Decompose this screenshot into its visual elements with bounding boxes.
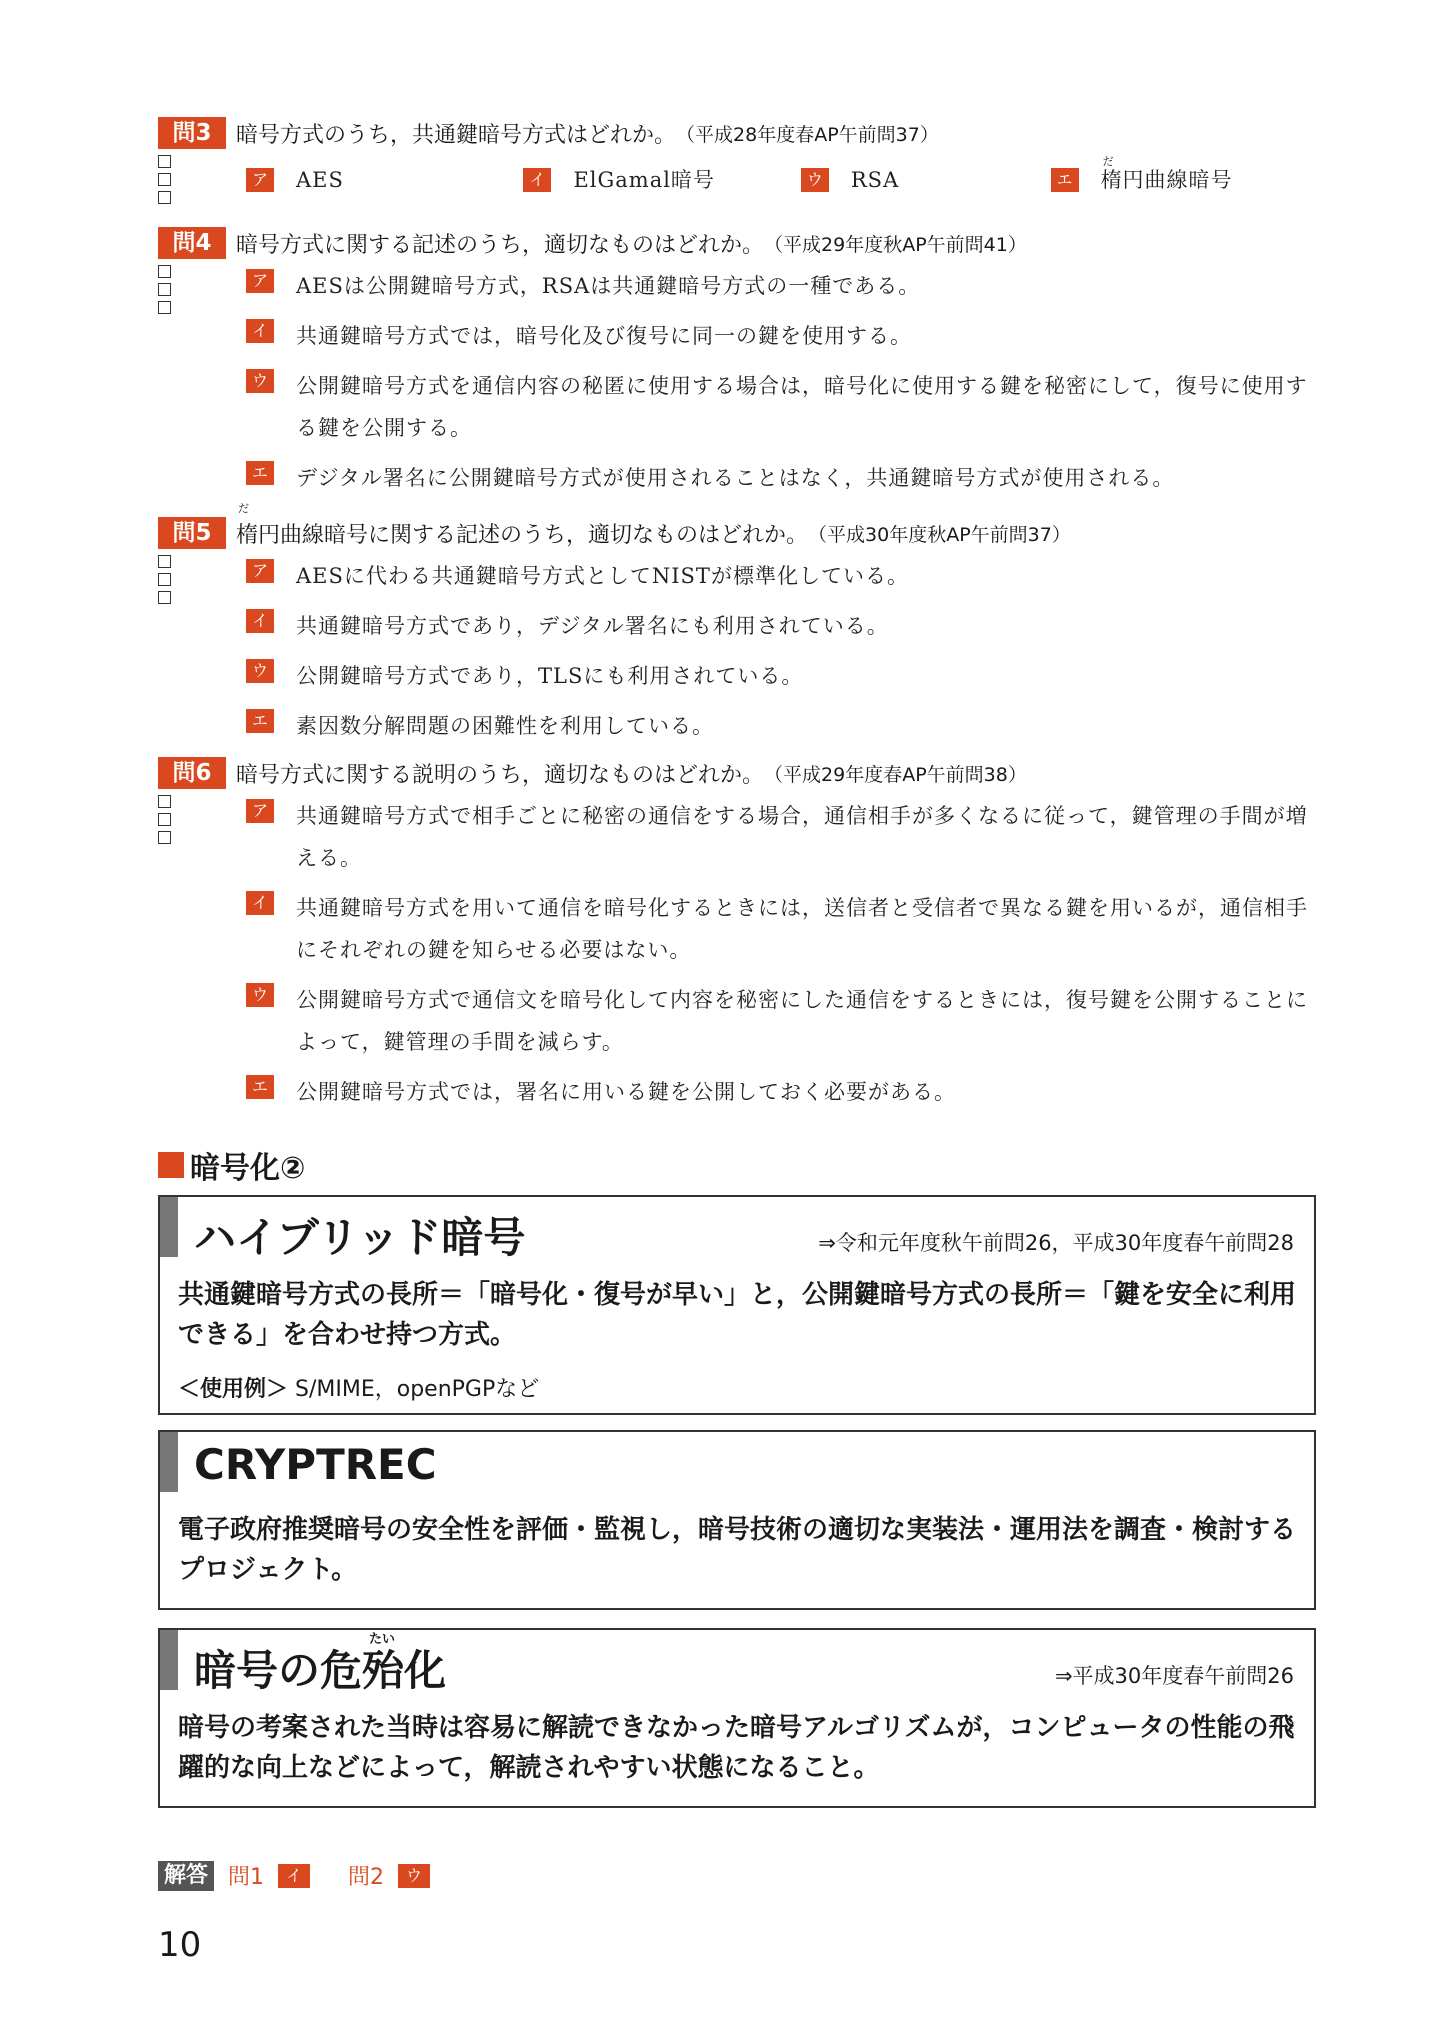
question-label: 問3 [158,117,226,149]
checkbox[interactable] [158,283,171,296]
square-bullet-icon [158,1152,184,1178]
option-u [246,655,1328,697]
option-text [1100,155,1233,201]
options [246,795,1328,1113]
option-key: ア [246,168,274,192]
option-e [246,705,1328,747]
box-example [178,1372,539,1403]
option-key: エ [246,709,274,733]
option-i [523,159,800,201]
question-text: 暗号方式のうち，共通鍵暗号方式はどれか。 [236,122,677,148]
check-boxes [158,795,173,849]
answer-key: イ [278,1864,310,1888]
box-title: CRYPTREC [194,1440,437,1489]
option-i [246,605,1328,647]
checkbox[interactable] [158,555,171,568]
ruby-reading: たい [369,1632,396,1647]
option-text: AESは公開鍵暗号方式，RSAは共通鍵暗号方式の一種である。 [296,274,921,298]
option-a [246,555,1328,597]
question-text: 暗号方式に関する記述のうち，適切なものはどれか。 [236,232,765,258]
checkbox[interactable] [158,265,171,278]
box-body: 共通鍵暗号方式の長所＝「暗号化・復号が早い」と，公開鍵暗号方式の長所＝「鍵を安全に利用できる」を合わせ持つ方式。 [178,1280,1297,1350]
question-source: （平成30年度秋AP午前問37） [808,523,1071,546]
option-text: AES [296,168,344,192]
option-text: 公開鍵暗号方式であり，TLSにも利用されている。 [296,664,804,688]
box-body: 電子政府推奨暗号の安全性を評価・監視し，暗号技術の適切な実装法・運用法を調査・検討するプロジェクト。 [178,1515,1297,1585]
option-text-main: 楕円曲線暗号 [1100,168,1233,192]
option-u [246,979,1328,1063]
box-example-label: ＜使用例＞ [178,1377,289,1402]
answer-row [158,1860,468,1891]
page-number: 10 [158,1925,202,1965]
box-body: 暗号の考案された当時は容易に解読できなかった暗号アルゴリズムが，コンピュータの性能の飛躍的な向上などによって，解読されやすい状態になること。 [178,1713,1295,1783]
option-i [246,315,1328,357]
option-e [1051,155,1328,201]
check-boxes [158,155,173,209]
option-e [246,457,1328,499]
box-accent-bar [160,1630,178,1690]
option-key: ウ [246,659,274,683]
checkbox[interactable] [158,831,171,844]
option-text: 共通鍵暗号方式で相手ごとに秘密の通信をする場合，通信相手が多くなるに従って，鍵管理の手間が増える。 [296,804,1308,870]
question-3 [158,115,1328,201]
question-4 [158,225,1328,507]
option-u [801,159,1051,201]
answer-question: 問2 [348,1865,385,1890]
option-key: エ [246,1075,274,1099]
box-accent-bar [160,1197,178,1257]
option-a [246,159,523,201]
term-box-compromise [158,1628,1316,1808]
box-reference: ⇒令和元年度秋午前問26，平成30年度春午前問28 [818,1231,1294,1255]
question-text: 暗号方式に関する説明のうち，適切なものはどれか。 [236,762,765,788]
option-text: 共通鍵暗号方式であり，デジタル署名にも利用されている。 [296,614,889,638]
option-text: 素因数分解問題の困難性を利用している。 [296,714,714,738]
answer-label: 解答 [158,1861,214,1891]
question-text [236,501,809,549]
question-5 [158,501,1328,755]
checkbox[interactable] [158,795,171,808]
option-text: AESに代わる共通鍵暗号方式としてNISTが標準化している。 [296,564,909,588]
option-key: ア [246,269,274,293]
option-key: エ [1051,168,1079,192]
box-reference: ⇒平成30年度春午前問26 [1054,1664,1294,1688]
option-key: ウ [801,168,829,192]
option-key: イ [246,319,274,343]
option-e [246,1071,1328,1113]
option-text: デジタル署名に公開鍵暗号方式が使用されることはなく，共通鍵暗号方式が使用される。 [296,466,1175,490]
answer-question: 問1 [228,1865,265,1890]
checkbox[interactable] [158,155,171,168]
option-text: 公開鍵暗号方式を通信内容の秘匿に使用する場合は，暗号化に使用する鍵を秘密にして，復号に使用する鍵を公開する。 [296,374,1308,440]
checkbox[interactable] [158,813,171,826]
checkbox[interactable] [158,591,171,604]
checkbox[interactable] [158,191,171,204]
option-key: ウ [246,369,274,393]
question-text-main: 楕円曲線暗号に関する記述のうち，適切なものはどれか。 [236,522,809,548]
question-label: 問5 [158,517,226,549]
box-accent-bar [160,1432,178,1492]
option-a [246,265,1328,307]
section-title [158,1143,305,1187]
checkbox[interactable] [158,301,171,314]
option-key: イ [523,168,551,192]
ruby-reading: だ [1102,155,1115,168]
options [246,155,1328,201]
section-title-text: 暗号化② [190,1151,306,1186]
option-text: 公開鍵暗号方式では，署名に用いる鍵を公開しておく必要がある。 [296,1080,956,1104]
question-source: （平成29年度秋AP午前問41） [764,233,1027,256]
option-text: 共通鍵暗号方式を用いて通信を暗号化するときには，送信者と受信者で異なる鍵を用いるが，通信相手にそれぞれの鍵を知らせる必要はない。 [296,896,1308,962]
checkbox[interactable] [158,573,171,586]
check-boxes [158,555,173,609]
option-text: ElGamal暗号 [573,168,715,192]
check-boxes [158,265,173,319]
option-key: イ [246,891,274,915]
box-example-text: S/MIME，openPGPなど [295,1377,540,1402]
option-key: エ [246,461,274,485]
option-text: 公開鍵暗号方式で通信文を暗号化して内容を秘密にした通信をするときには，復号鍵を公開することによって，鍵管理の手間を減らす。 [296,988,1308,1054]
question-label: 問6 [158,757,226,789]
box-title-text: 暗号の危殆化 [194,1646,447,1695]
option-u [246,365,1328,449]
option-key: イ [246,609,274,633]
options [246,265,1328,499]
question-source: （平成28年度春AP午前問37） [676,123,939,146]
term-box-hybrid [158,1195,1316,1415]
term-box-cryptrec [158,1430,1316,1610]
option-text: RSA [850,168,900,192]
option-i [246,887,1328,971]
checkbox[interactable] [158,173,171,186]
options [246,555,1328,747]
option-key: ウ [246,983,274,1007]
option-text: 共通鍵暗号方式では，暗号化及び復号に同一の鍵を使用する。 [296,324,912,348]
question-6 [158,755,1328,1121]
question-source: （平成29年度春AP午前問38） [764,763,1027,786]
box-title [194,1632,447,1698]
ruby-reading: だ [238,501,249,515]
question-label: 問4 [158,227,226,259]
option-a [246,795,1328,879]
option-key: ア [246,799,274,823]
box-title: ハイブリッド暗号 [194,1213,526,1262]
option-key: ア [246,559,274,583]
answer-key: ウ [398,1864,430,1888]
